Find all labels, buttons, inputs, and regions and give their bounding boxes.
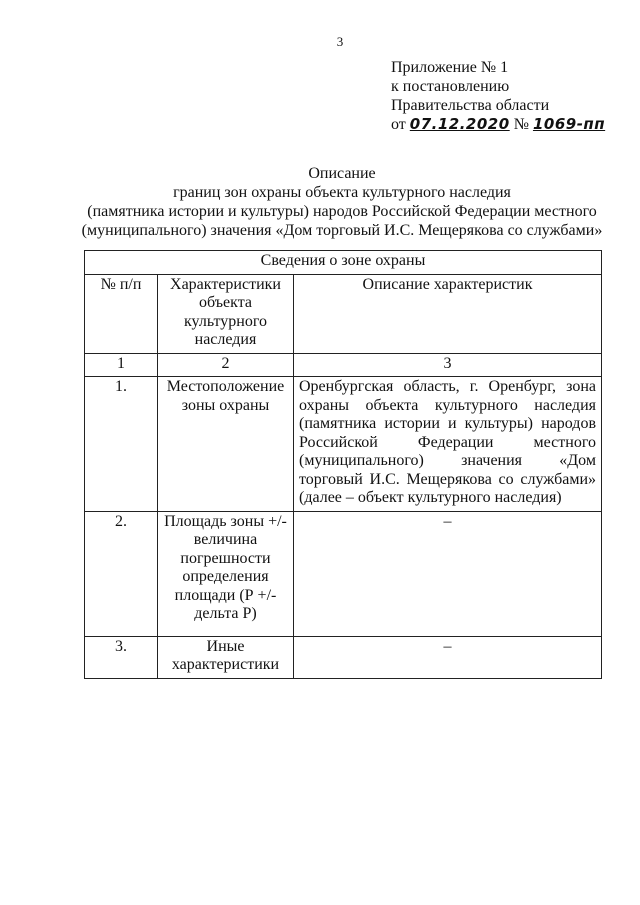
column-number-row xyxy=(85,353,602,377)
appendix-title: Приложение № 1 xyxy=(391,59,509,76)
table-caption-row xyxy=(85,251,602,275)
document-heading xyxy=(60,164,624,240)
number-prefix: № xyxy=(513,116,529,133)
page-number: 3 xyxy=(336,34,344,49)
row-num: 3. xyxy=(85,636,158,678)
handwritten-date: 07.12.2020 xyxy=(409,115,510,133)
header-characteristic: Характеристики объекта культурного наследия xyxy=(158,274,294,353)
heading-line-2: границ зон охраны объекта культурного наследия xyxy=(173,184,511,201)
heading-title: Описание xyxy=(308,165,376,182)
row-characteristic: Местоположение зоны охраны xyxy=(158,377,294,512)
date-prefix: от xyxy=(391,116,406,133)
row-num: 1. xyxy=(85,377,158,512)
column-number: 2 xyxy=(158,353,294,377)
header-description: Описание характеристик xyxy=(294,274,602,353)
appendix-block xyxy=(391,58,605,134)
heading-line-4: (муниципального) значения «Дом торговый И.С. Мещерякова со службами» xyxy=(81,222,603,239)
table-row xyxy=(85,636,602,678)
appendix-authority: Правительства области xyxy=(391,97,550,114)
header-num: № п/п xyxy=(85,274,158,353)
row-num: 2. xyxy=(85,511,158,636)
column-number: 3 xyxy=(294,353,602,377)
handwritten-number: 1069-пп xyxy=(532,115,606,133)
table-header-row xyxy=(85,274,602,353)
row-description: Оренбургская область, г. Оренбург, зона охраны объекта культурного наследия (памятника истории и культуры) народов Российской Федерации местного (муниципального) значения «Дом торговый И.С. Мещерякова со службами» (далее – объект культурного наследия) xyxy=(294,377,602,512)
appendix-ref: к постановлению xyxy=(391,78,510,95)
table-row xyxy=(85,511,602,636)
row-characteristic: Площадь зоны +/- величина погрешности определения площади (Р +/- дельта Р) xyxy=(158,511,294,636)
row-description: – xyxy=(294,636,602,678)
row-description: – xyxy=(294,511,602,636)
zone-table xyxy=(84,250,602,679)
table-row xyxy=(85,377,602,512)
appendix-date-line xyxy=(391,115,605,134)
row-characteristic: Иные характеристики xyxy=(158,636,294,678)
column-number: 1 xyxy=(85,353,158,377)
heading-line-3: (памятника истории и культуры) народов Российской Федерации местного xyxy=(87,203,597,220)
table-caption: Сведения о зоне охраны xyxy=(85,251,602,275)
